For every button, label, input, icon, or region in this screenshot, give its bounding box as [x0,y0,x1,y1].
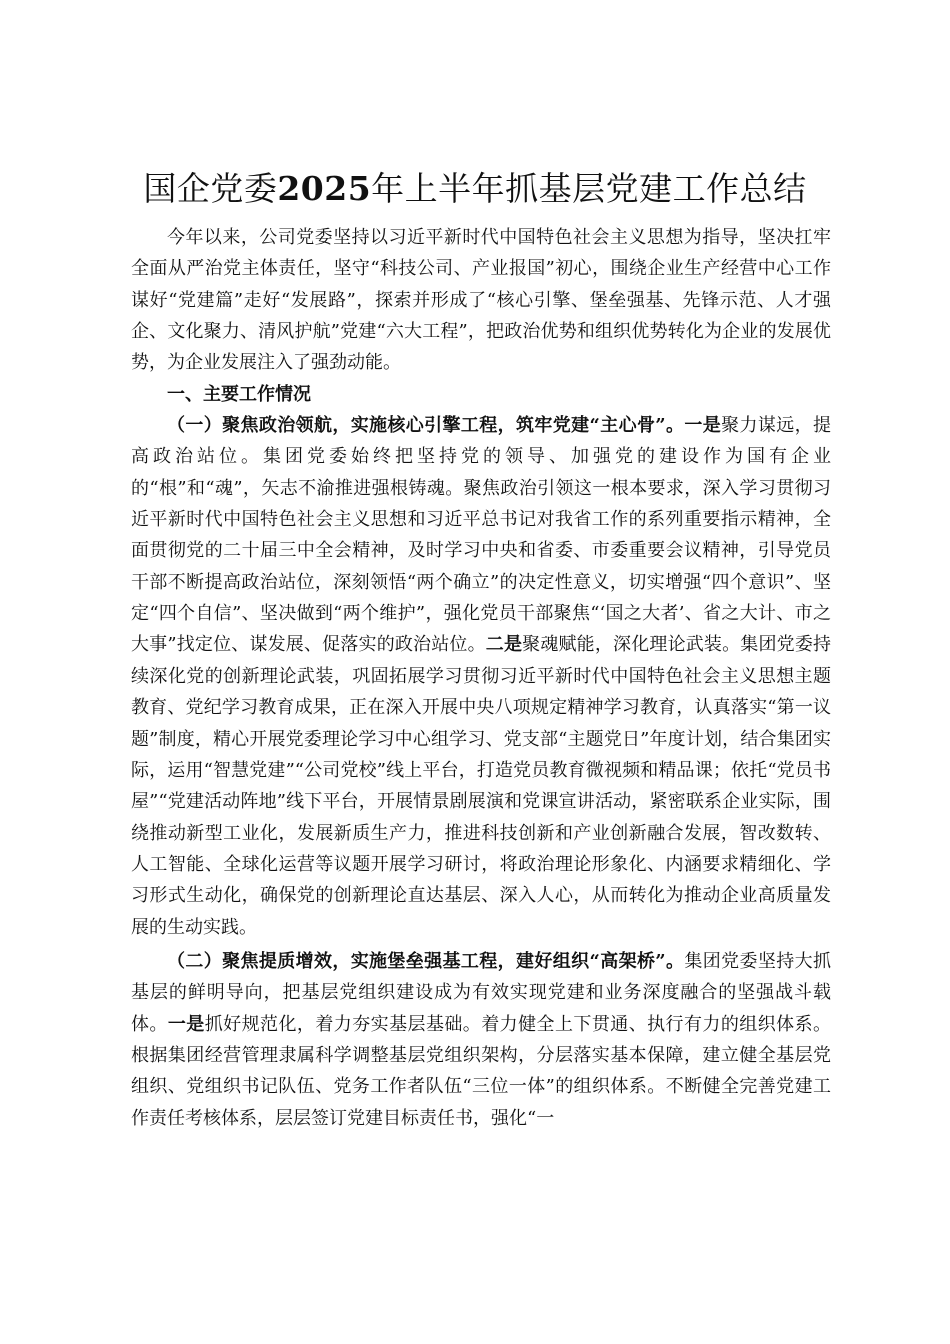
title-prefix: 国企党委 [143,169,278,208]
part1-lead: （一）聚焦政治领航，实施核心引擎工程，筑牢党建“主心骨”。 [167,415,685,437]
title-year: 2025 [277,169,372,208]
intro-paragraph: 今年以来，公司党委坚持以习近平新时代中国特色社会主义思想为指导，坚决扛牢全面从严治党主体责任，坚守“科技公司、产业报国”初心，围绕企业生产经营中心工作谋好“党建篇”走好“发展路”，探索并形成了“核心引擎、堡垒强基、先锋示范、人才强企、文化聚力、清风护航”党建“六大工程”，把政治优势和组织优势转化为企业的发展优势，为企业发展注入了强劲动能。 [131,227,831,374]
section-heading: 一、主要工作情况 [167,383,311,405]
title-suffix: 年上半年抓基层党建工作总结 [371,169,807,208]
part2-text-1: 抓好规范化，着力夯实基层基础。着力健全上下贯通、执行有力的组织体系。根据集团经营管理隶属科学调整基层党组织架构，分层落实基本保障，建立健全基层党组织、党组织书记队伍、党务工作者队伍“三位一体”的组织体系。不断健全完善党建工作责任考核体系，层层签订党建目标责任书，强化“一 [131,1013,832,1129]
part1-marker-2: 二是 [485,634,523,656]
part1-paragraph [131,410,831,943]
document-title [100,166,850,212]
document-body [131,222,831,1134]
part2-marker-1: 一是 [167,1013,205,1035]
part2-lead: （二）聚焦提质增效，实施堡垒强基工程，建好组织“高架桥”。 [167,950,685,972]
part1-text-2: 聚魂赋能，深化理论武装。集团党委持续深化党的创新理论武装，巩固拓展学习贯彻习近平新时代中国特色社会主义思想主题教育、党纪学习教育成果，正在深入开展中央八项规定精神学习教育，认真落实“第一议题”制度，精心开展党委理论学习中心组学习、党支部“主题党日”年度计划，结合集团实际，运用“智慧党建”“公司党校”线上平台，打造党员教育微视频和精品课；依托“党员书屋”“党建活动阵地”线下平台，开展情景剧展演和党课宣讲活动，紧密联系企业实际，围绕推动新型工业化，发展新质生产力，推进科技创新和产业创新融合发展，智改数转、人工智能、全球化运营等议题开展学习研讨，将政治理论形象化、内涵要求精细化、学习形式生动化，确保党的创新理论直达基层、深入人心，从而转化为推动企业高质量发展的生动实践。 [131,634,832,938]
part1-marker-1: 一是 [684,415,722,437]
part2-paragraph [131,946,831,1134]
part2-text-0: 集团党委坚持大抓基层的鲜明导向，把基层党组织建设成为有效实现党建和业务深度融合的坚强战斗载体。 [131,950,831,1035]
part1-text-1: 聚力谋远，提高政治站位。集团党委始终把坚持党的领导、加强党的建设作为国有企业的“根”和“魂”，矢志不渝推进强根铸魂。聚焦政治引领这一根本要求，深入学习贯彻习近平新时代中国特色社会主义思想和习近平总书记对我省工作的系列重要指示精神，全面贯彻党的二十届三中全会精神，及时学习中央和省委、市委重要会议精神，引导党员干部不断提高政治站位，深刻领悟“两个确立”的决定性意义，切实增强“四个意识”、坚定“四个自信”、坚决做到“两个维护”，强化党员干部聚焦“‘国之大者’、省之大计、市之大事”找定位、谋发展、促落实的政治站位。 [131,415,832,656]
